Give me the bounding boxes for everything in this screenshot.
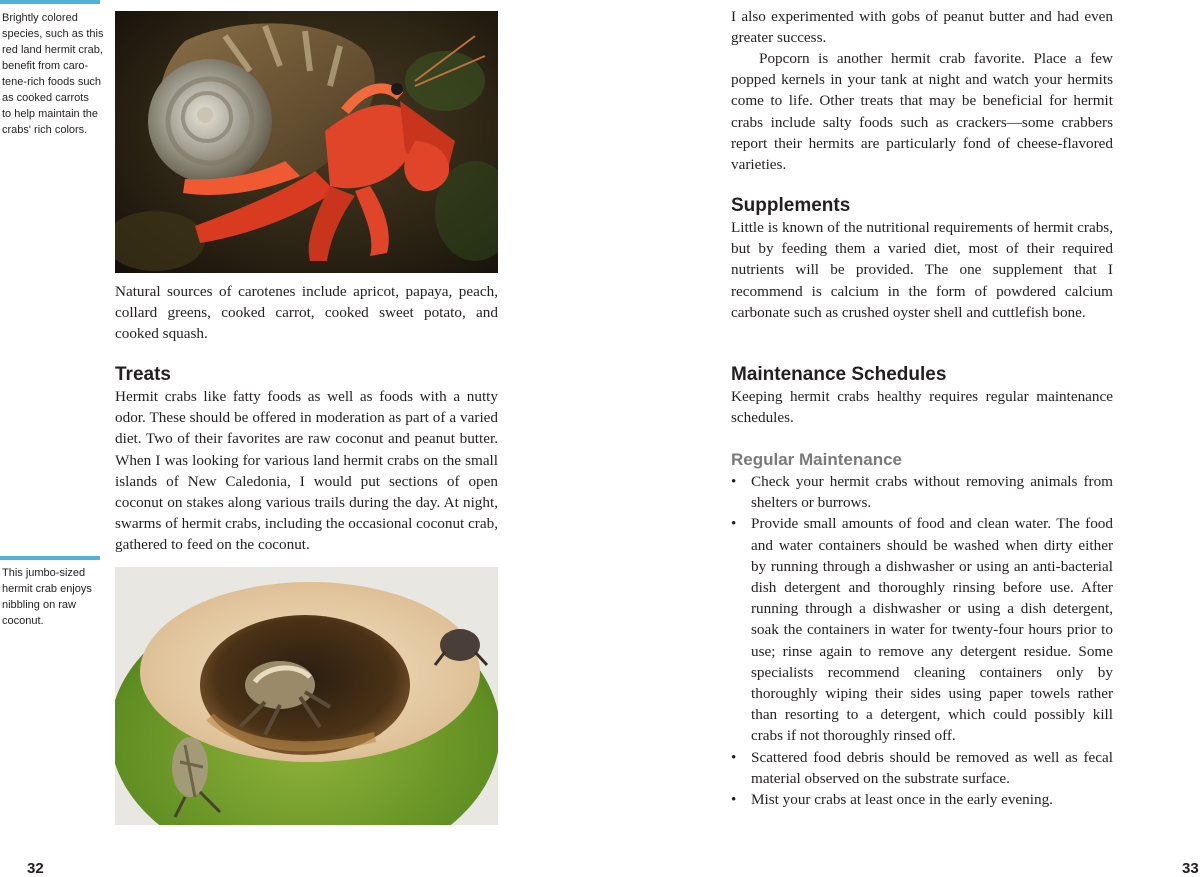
bullet-marker: • [731,748,737,766]
photo-caption-coconut-crab [2,565,102,629]
list-item-text: Scattered food debris should be removed as well as fecal material observed on the substrate surface. [751,748,1113,787]
list-item-text: Check your hermit crabs without removing animals from shelters or burrows. [751,473,1113,512]
caption-line: red land hermit crab, [2,44,103,56]
caption-line: coconut. [2,615,44,627]
caption-line: This jumbo-sized [2,567,86,579]
caption-line: to help maintain the [2,108,99,120]
caption-line: nibbling on raw [2,599,76,611]
page-number: 33 [1182,860,1199,877]
maintenance-heading: Maintenance Schedules [731,364,947,385]
popcorn-paragraph: Popcorn is another hermit crab favorite. Place a few popped kernels in your tank at night and watch your hermits come to life. Other treats that may be beneficial for hermit crabs include salty foods such as crackers—some crabbers report their hermits are particularly fond of cheese-flavored varieties. [731,50,1113,174]
carotene-paragraph: Natural sources of carotenes include apricot, papaya, peach, collard greens, cooked carrot, cooked sweet potato, and cooked squash. [115,283,498,343]
caption-line: species, such as this [2,28,104,40]
list-item-text: Provide small amounts of food and clean water. The food and water containers should be washed when dirty either by running through a dishwasher or using an anti-bacterial dish detergent and thoroughly rinsing before use. After running through a dishwasher or using a dish detergent, soak the containers in water for twenty-four hours prior to use; rinse again to remove any detergent residue. Some specialists recommend cleaning containers only by thoroughly wiping their sides using paper towels rather than resorting to a detergent, which could possibly kill crabs if not thoroughly rinsed off. [751,515,1113,745]
treats-paragraph: Hermit crabs like fatty foods as well as foods with a nutty odor. These should be offered in moderation as part of a varied diet. Two of their favorites are raw coconut and peanut butter. When I was looking for various land hermit crabs on the small islands of New Caledonia, I would put sections of open coconut on stakes along various trails during the day. At night, swarms of hermit crabs, including the occasional coconut crab, gathered to feed on the coconut. [115,388,498,554]
caption-line: Brightly colored [2,12,78,24]
treats-heading: Treats [115,364,171,385]
maintenance-list [731,471,1113,810]
list-item [731,513,1113,746]
caption-line: crabs' rich colors. [2,124,88,136]
photo-caption-red-crab [2,10,102,138]
intro-paragraph: I also experimented with gobs of peanut butter and had even greater success. [731,8,1113,47]
list-item-text: Mist your crabs at least once in the early evening. [751,791,1053,809]
supplements-heading: Supplements [731,195,851,216]
caption-line: hermit crab enjoys [2,583,92,595]
caption-rule [0,556,100,560]
bullet-marker: • [731,791,737,809]
caption-line: as cooked carrots [2,92,89,104]
list-item [731,747,1113,789]
caption-line: tene-rich foods such [2,76,102,88]
page-number: 32 [27,860,44,877]
list-item [731,471,1113,513]
caption-rule [0,0,100,4]
red-hermit-crab-photo [115,11,498,273]
caption-line: benefit from caro- [2,60,89,72]
list-item [731,789,1113,810]
maintenance-paragraph: Keeping hermit crabs healthy requires regular maintenance schedules. [731,388,1113,427]
bullet-marker: • [731,473,737,490]
right-page [600,0,1200,877]
supplements-paragraph: Little is known of the nutritional requirements of hermit crabs, but by feeding them a varied diet, most of their required nutrients will be provided. The one supplement that I recommend is calcium in the form of powdered calcium carbonate such as crushed oyster shell and cuttlefish bone. [731,219,1113,321]
regular-maintenance-heading: Regular Maintenance [731,450,902,469]
bullet-marker: • [731,515,737,533]
coconut-hermit-crab-photo [115,567,498,825]
